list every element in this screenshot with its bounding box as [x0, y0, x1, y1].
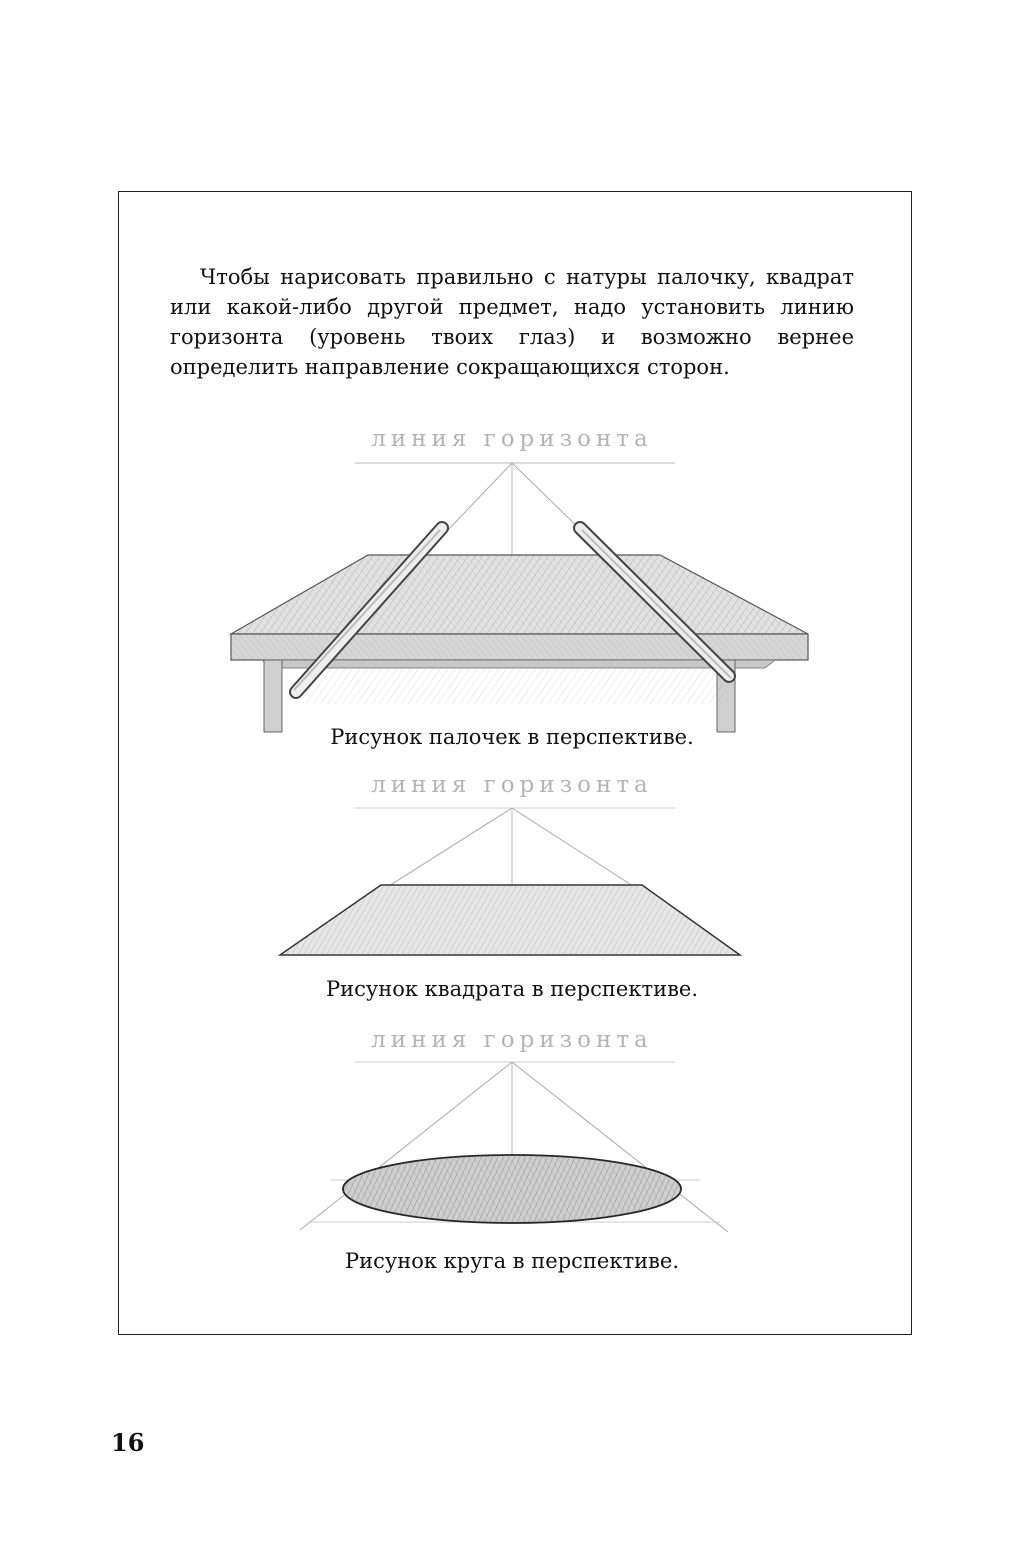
- horizon-label-1: линия горизонта: [371, 426, 653, 452]
- caption-sticks: Рисунок палочек в перспективе.: [330, 725, 694, 749]
- horizon-label-3: линия горизонта: [371, 1027, 653, 1053]
- caption-square: Рисунок квадрата в перспективе.: [325, 977, 699, 1001]
- caption-circle: Рисунок круга в перспективе.: [344, 1249, 680, 1273]
- intro-paragraph: Чтобы нарисовать правильно с натуры палочку, квадрат или какой-либо другой предмет, надо установить линию горизонта (уровень твоих глаз) и возможно вернее определить направление сокращающихся сторон.: [170, 265, 854, 379]
- horizon-label-2: линия горизонта: [371, 772, 653, 798]
- page-number: 16: [111, 1428, 145, 1457]
